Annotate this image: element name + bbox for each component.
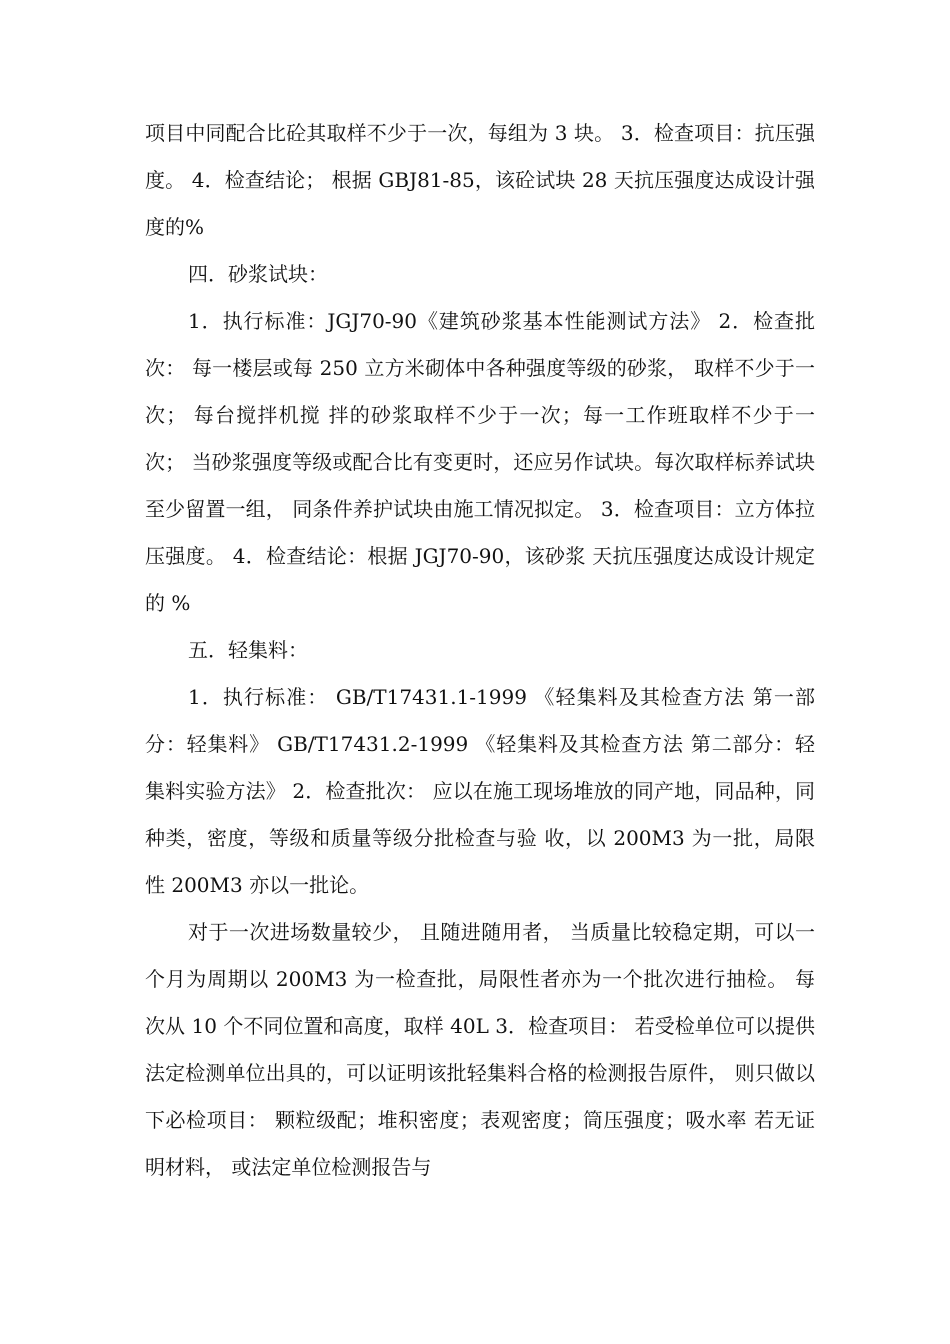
paragraph-aggregate-sampling: 对于一次进场数量较少， 且随进随用者， 当质量比较稳定期，可以一个月为周期以 200M3 为一检查批，局限性者亦为一个批次进行抽检。 每次从 10 个不同位置和高度，取样 40L 3．检查项目： 若受检单位可以提供法定检测单位出具的，可以证明该批轻集料合格的检测报告原件， 则只做以下必检项目： 颗粒级配；堆积密度；表观密度；筒压强度；吸水率 若无证明材料， 或法定单位检测报告与: [145, 920, 815, 1179]
paragraph-concrete-conclusion: 项目中同配合比砼其取样不少于一次，每组为 3 块。 3．检查项目：抗压强度。 4．检查结论； 根据 GBJ81-85，该砼试块 28 天抗压强度达成设计强度的%: [145, 121, 815, 239]
section-heading-mortar: 四．砂浆试块：: [188, 262, 328, 286]
paragraph-aggregate-standard: 1．执行标准： GB/T17431.1-1999 《轻集料及其检查方法 第一部分：轻集料》 GB/T17431.2-1999 《轻集料及其检查方法 第二部分：轻集料实验方法》 2．检查批次： 应以在施工现场堆放的同产地，同品种，同种类，密度，等级和质量等级分批检查与验 收，以 200M3 为一批，局限性 200M3 亦以一批论。: [145, 685, 815, 897]
paragraph-mortar-standard: 1．执行标准：JGJ70-90《建筑砂浆基本性能测试方法》 2．检查批次： 每一楼层或每 250 立方米砌体中各种强度等级的砂浆， 取样不少于一次； 每台搅拌机搅 拌的砂浆取样不少于一次；每一工作班取样不少于一次； 当砂浆强度等级或配合比有变更时，还应另作试块。每次取样标养试块至少留置一组， 同条件养护试块由施工情况拟定。 3．检查项目：立方体拉压强度。 4．检查结论：根据 JGJ70-90，该砂浆 天抗压强度达成设计规定的 %: [145, 309, 815, 615]
document-body: [145, 110, 815, 1191]
section-heading-lightweight-aggregate: 五．轻集料：: [188, 638, 308, 662]
